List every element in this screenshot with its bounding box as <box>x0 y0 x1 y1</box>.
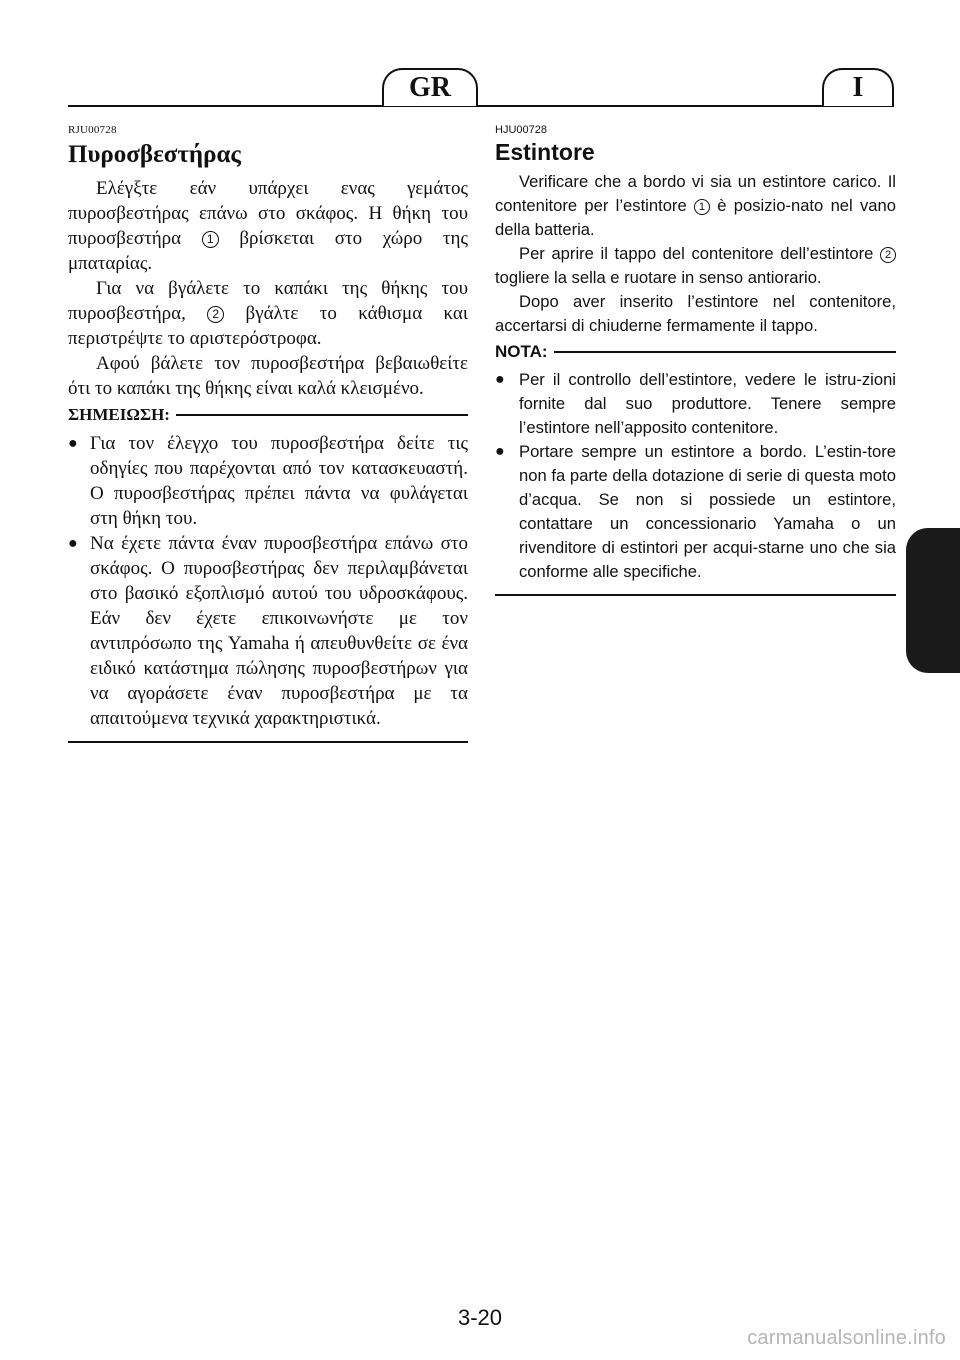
note-label: NOTA: <box>495 342 548 361</box>
watermark: carmanualsonline.info <box>747 1327 946 1349</box>
paragraph-3: Dopo aver inserito l’estintore nel contenitore, accertarsi di chiuderne fermamente il tappo. <box>495 292 896 335</box>
list-item: ● Per il controllo dell’estintore, vedere le istru-zioni fornite dal suo produttore. Tenere sempre l’estintore nell’apposito contenitore. <box>495 370 896 437</box>
list-item: ● Να έχετε πάντα έναν πυροσβεστήρα επάνω στο σκάφος. Ο πυροσβεστήρας δεν περιλαμβάνεται στο βασικό εξοπλισμό αυτού του υδροσκάφους. Εάν δεν έχετε επικοινωνήστε με τον αντιπρόσωπο της Yamaha ή απευθυνθείτε σε ένα ειδικό κατάστημα πώλησης πυροσβεστήρων για να αγοράσετε έναν πυροσβεστήρα με τα απαιτούμενα τεχνικά χαρακτηριστικά. <box>68 533 468 729</box>
language-badge-greek: GR <box>382 68 478 106</box>
note-rule <box>554 351 896 353</box>
paragraph-3: Αφού βάλετε τον πυροσβεστήρα βεβαιωθείτε ότι το καπάκι της θήκης είναι καλά κλεισμένο. <box>68 353 468 399</box>
section-title: Estintore <box>495 139 595 165</box>
callout-1-icon: 1 <box>694 199 710 215</box>
callout-2-icon: 2 <box>880 247 896 263</box>
note-list <box>495 368 896 584</box>
bullet-icon: ● <box>495 443 505 460</box>
bullet-icon: ● <box>68 535 78 552</box>
section-code: HJU00728 <box>495 124 547 136</box>
note-heading <box>495 342 896 362</box>
chapter-side-tab <box>906 528 960 673</box>
paragraph-2: Per aprire il tappo del contenitore dell’estintore 2 togliere la sella e ruotare in senso antiorario. <box>495 242 896 290</box>
greek-column <box>68 124 468 743</box>
note-rule <box>176 414 468 416</box>
language-badge-italian: I <box>822 68 894 106</box>
list-item: ● Για τον έλεγχο του πυροσβεστήρα δείτε τις οδηγίες που παρέχονται από τον κατασκευαστή. Ο πυροσβεστήρας πρέπει πάντα να φυλάγεται στη θήκη του. <box>68 433 468 529</box>
paragraph-1: Ελέγξτε εάν υπάρχει ενας γεμάτος πυροσβεστήρας επάνω στο σκάφος. Η θήκη του πυροσβεστήρα 1 βρίσκεται στο χώρο της μπαταρίας. <box>68 178 468 274</box>
note-heading <box>68 405 468 425</box>
bullet-icon: ● <box>495 371 505 388</box>
bullet-icon: ● <box>68 435 78 452</box>
section-code: RJU00728 <box>68 124 117 136</box>
note-label: ΣΗΜΕΙΩΣΗ: <box>68 405 170 424</box>
header-rule <box>68 105 894 107</box>
note-end-rule <box>68 741 468 743</box>
callout-1-icon: 1 <box>202 231 219 248</box>
page-number: 3-20 <box>457 1305 503 1330</box>
callout-2-icon: 2 <box>207 306 224 323</box>
italian-column <box>495 124 896 596</box>
paragraph-2: Για να βγάλετε το καπάκι της θήκης του πυροσβεστήρα, 2 βγάλτε το κάθισμα και περιστρέψτε το αριστερόστροφα. <box>68 278 468 349</box>
note-end-rule <box>495 594 896 596</box>
section-title: Πυροσβεστήρας <box>68 141 241 168</box>
paragraph-1: Verificare che a bordo vi sia un estintore carico. Il contenitore per l’estintore 1 è posizio-nato nel vano della batteria. <box>495 172 896 239</box>
list-item: ● Portare sempre un estintore a bordo. L’estin-tore non fa parte della dotazione di serie di questa moto d’acqua. Se non si possiede un estintore, contattare un concessionario Yamaha o un rivenditore di estintori per acqui-starne uno che sia conforme alle specifiche. <box>495 442 896 581</box>
note-list <box>68 431 468 731</box>
